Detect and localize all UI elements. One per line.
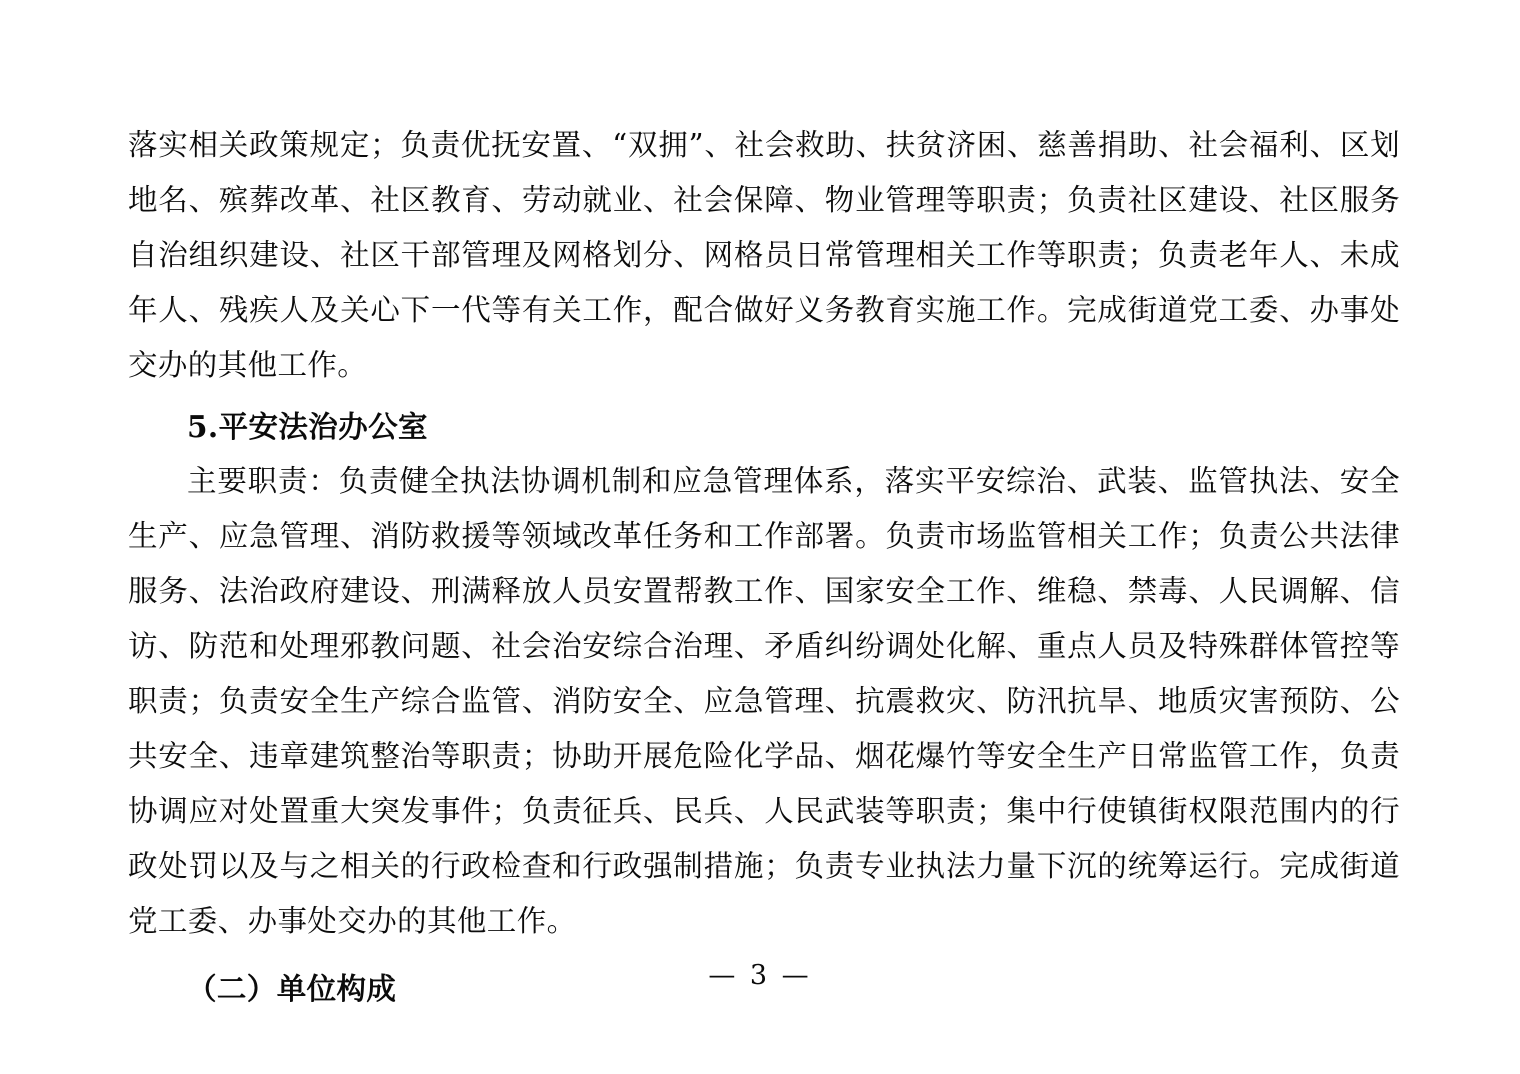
paragraph-duties-continued: 落实相关政策规定；负责优抚安置、“双拥”、社会救助、扶贫济困、慈善捐助、社会福利、区划地名、殡葬改革、社区教育、劳动就业、社会保障、物业管理等职责；负责社区建设、社区服务自治组织建设、社区干部管理及网格划分、网格员日常管理相关工作等职责；负责老年人、未成年人、残疾人及关心下一代等有关工作，配合做好义务教育实施工作。完成街道党工委、办事处交办的其他工作。: [128, 128, 1400, 382]
page-number: — 3 —: [708, 960, 812, 991]
page-content: [128, 118, 1400, 1016]
section-heading-5: 5.平安法治办公室: [187, 409, 428, 444]
subsection-heading-unit-composition: （二）单位构成: [187, 971, 397, 1006]
paragraph-main-duties: 主要职责：负责健全执法协调机制和应急管理体系，落实平安综治、武装、监管执法、安全生产、应急管理、消防救援等领域改革任务和工作部署。负责市场监管相关工作；负责公共法律服务、法治政府建设、刑满释放人员安置帮教工作、国家安全工作、维稳、禁毒、人民调解、信访、防范和处理邪教问题、社会治安综合治理、矛盾纠纷调处化解、重点人员及特殊群体管控等职责；负责安全生产综合监管、消防安全、应急管理、抗震救灾、防汛抗旱、地质灾害预防、公共安全、违章建筑整治等职责；协助开展危险化学品、烟花爆竹等安全生产日常监管工作，负责协调应对处置重大突发事件；负责征兵、民兵、人民武装等职责；集中行使镇街权限范围内的行政处罚以及与之相关的行政检查和行政强制措施；负责专业执法力量下沉的统筹运行。完成街道党工委、办事处交办的其他工作。: [128, 464, 1400, 938]
